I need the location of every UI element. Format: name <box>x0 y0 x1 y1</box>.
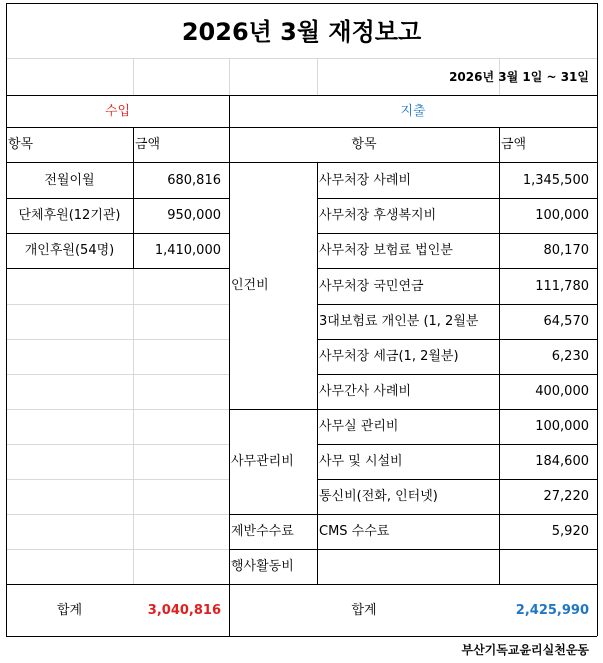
income-item: 개인후원(54명) <box>24 243 115 258</box>
income-col-item: 항목 <box>8 137 34 152</box>
cell-border <box>6 3 597 4</box>
expense-amount: 100,000 <box>535 208 589 223</box>
cell-border <box>6 374 229 375</box>
expense-section-label: 지출 <box>400 103 426 119</box>
expense-amount: 6,230 <box>551 349 589 364</box>
expense-item: 사무처장 후생복지비 <box>319 208 437 223</box>
cell-border <box>229 58 230 95</box>
report-title: 2026년 3월 재정보고 <box>181 18 422 46</box>
expense-item: 사무 및 시설비 <box>319 454 403 469</box>
expense-item: 사무처장 보험료 법인분 <box>319 243 453 258</box>
expense-item: 사무간사 사례비 <box>319 384 412 399</box>
cell-border <box>6 339 229 340</box>
income-amount: 1,410,000 <box>154 243 221 258</box>
income-item: 단체후원(12기관) <box>18 208 121 223</box>
expense-item: 3대보험료 개인분 (1, 2월분 <box>319 314 479 329</box>
expense-amount: 27,220 <box>543 489 589 504</box>
cell-border <box>133 268 134 584</box>
cell-border <box>317 58 318 95</box>
expense-amount: 1,345,500 <box>522 172 589 188</box>
expense-amount: 111,780 <box>535 278 589 294</box>
expense-category: 사무관리비 <box>231 454 294 469</box>
expense-amount: 64,570 <box>543 314 589 329</box>
expense-category: 제반수수료 <box>231 524 294 539</box>
expense-amount <box>499 549 597 584</box>
cell-border <box>6 479 229 480</box>
cell-border <box>133 58 134 95</box>
income-total-label: 합계 <box>56 602 83 618</box>
expense-item: 사무처장 세금(1, 2월분) <box>319 349 459 364</box>
expense-col-item: 항목 <box>351 137 377 152</box>
income-col-amount: 금액 <box>135 137 161 152</box>
income-amount: 680,816 <box>167 172 221 188</box>
expense-item <box>317 549 499 584</box>
cell-border <box>597 3 598 636</box>
expense-item: 통신비(전화, 인터넷) <box>319 489 438 504</box>
cell-border <box>6 514 229 515</box>
cell-border <box>6 444 229 445</box>
income-item: 전월이월 <box>44 172 95 188</box>
cell-border <box>6 549 229 550</box>
expense-amount: 5,920 <box>551 524 589 539</box>
expense-item: 사무처장 국민연금 <box>319 278 424 294</box>
expense-item: 사무실 관리비 <box>319 419 399 434</box>
expense-amount: 184,600 <box>535 454 589 469</box>
cell-border <box>6 304 229 305</box>
organization-name: 부산기독교윤리실천운동 <box>461 642 589 657</box>
expense-total-amount: 2,425,990 <box>515 602 589 618</box>
expense-category: 행사활동비 <box>231 559 294 574</box>
report-period: 2026년 3월 1일 ~ 31일 <box>449 69 589 84</box>
expense-amount: 80,170 <box>543 243 589 258</box>
expense-category: 인건비 <box>231 278 269 293</box>
expense-item: CMS 수수료 <box>319 524 390 539</box>
expense-item: 사무처장 사례비 <box>319 172 412 188</box>
expense-amount: 400,000 <box>535 384 589 399</box>
expense-col-amount: 금액 <box>501 137 527 152</box>
income-total-amount: 3,040,816 <box>147 602 221 618</box>
income-amount: 950,000 <box>167 208 221 223</box>
income-section-label: 수입 <box>104 103 131 119</box>
cell-border <box>6 409 229 410</box>
expense-total-label: 합계 <box>351 602 377 618</box>
expense-amount: 100,000 <box>535 419 589 434</box>
cell-border <box>6 268 229 269</box>
